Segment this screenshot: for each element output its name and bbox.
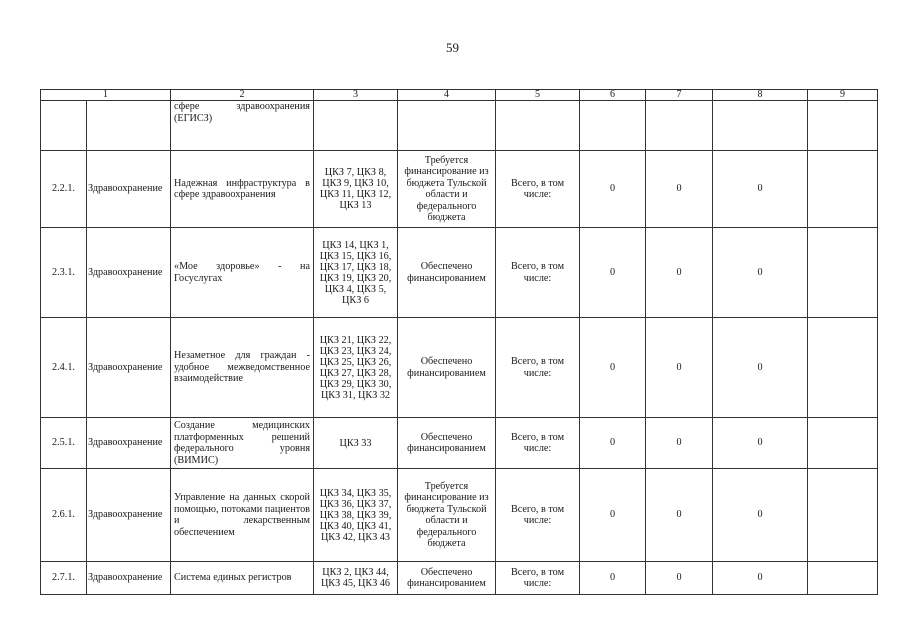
column-header: 5 xyxy=(496,90,580,101)
section-cell: Здравоохранение xyxy=(87,469,171,562)
total-cell: Всего, в том числе: xyxy=(496,418,580,469)
financing-cell: Требуется финансирование из бюджета Тульской области и федерального бюджета xyxy=(398,151,496,228)
value-cell-8: 0 xyxy=(713,418,808,469)
page-number: 59 xyxy=(446,40,459,55)
row-number: 2.5.1. xyxy=(41,418,87,469)
row-number: 2.3.1. xyxy=(41,228,87,318)
financing-cell: Обеспечено финансированием xyxy=(398,562,496,595)
financing-cell: Обеспечено финансированием xyxy=(398,418,496,469)
total-cell: Всего, в том числе: xyxy=(496,318,580,418)
activity-name-cell: сфере здравоохранения (ЕГИСЗ) xyxy=(171,101,314,151)
row-number: 2.6.1. xyxy=(41,469,87,562)
table-row xyxy=(41,562,878,595)
value-cell-7: 0 xyxy=(646,151,713,228)
value-cell-6: 0 xyxy=(580,151,646,228)
table-row xyxy=(41,228,878,318)
section-cell: Здравоохранение xyxy=(87,418,171,469)
value-cell-9 xyxy=(808,418,878,469)
value-cell-6: 0 xyxy=(580,228,646,318)
section-cell: Здравоохранение xyxy=(87,228,171,318)
indicator-codes-cell xyxy=(314,101,398,151)
row-number xyxy=(41,101,87,151)
financing-cell: Требуется финансирование из бюджета Тульской области и федерального бюджета xyxy=(398,469,496,562)
data-table xyxy=(40,89,878,595)
activity-name-cell: Система единых регистров xyxy=(171,562,314,595)
activity-name-cell: Создание медицинских платформенных решений федерального уровня (ВИМИС) xyxy=(171,418,314,469)
indicator-codes-cell: ЦКЗ 2, ЦКЗ 44, ЦКЗ 45, ЦКЗ 46 xyxy=(314,562,398,595)
value-cell-9 xyxy=(808,562,878,595)
indicator-codes-cell: ЦКЗ 34, ЦКЗ 35, ЦКЗ 36, ЦКЗ 37, ЦКЗ 38, ЦКЗ 39, ЦКЗ 40, ЦКЗ 41, ЦКЗ 42, ЦКЗ 43 xyxy=(314,469,398,562)
activity-name-cell: «Мое здоровье» - на Госуслугах xyxy=(171,228,314,318)
value-cell-7: 0 xyxy=(646,318,713,418)
financing-cell xyxy=(398,101,496,151)
value-cell-7: 0 xyxy=(646,469,713,562)
value-cell-6: 0 xyxy=(580,562,646,595)
value-cell-9 xyxy=(808,318,878,418)
value-cell-8: 0 xyxy=(713,151,808,228)
table-row xyxy=(41,418,878,469)
indicator-codes-cell: ЦКЗ 14, ЦКЗ 1, ЦКЗ 15, ЦКЗ 16, ЦКЗ 17, ЦКЗ 18, ЦКЗ 19, ЦКЗ 20, ЦКЗ 4, ЦКЗ 5, ЦКЗ 6 xyxy=(314,228,398,318)
table-row xyxy=(41,101,878,151)
section-cell: Здравоохранение xyxy=(87,151,171,228)
column-header: 7 xyxy=(646,90,713,101)
value-cell-8: 0 xyxy=(713,228,808,318)
total-cell xyxy=(496,101,580,151)
header-row xyxy=(41,90,878,101)
column-header: 6 xyxy=(580,90,646,101)
value-cell-8: 0 xyxy=(713,318,808,418)
value-cell-6: 0 xyxy=(580,318,646,418)
section-cell xyxy=(87,101,171,151)
row-number: 2.4.1. xyxy=(41,318,87,418)
table-row xyxy=(41,151,878,228)
value-cell-7: 0 xyxy=(646,228,713,318)
row-number: 2.7.1. xyxy=(41,562,87,595)
column-header: 4 xyxy=(398,90,496,101)
row-number: 2.2.1. xyxy=(41,151,87,228)
total-cell: Всего, в том числе: xyxy=(496,469,580,562)
column-header: 9 xyxy=(808,90,878,101)
value-cell-8 xyxy=(713,101,808,151)
column-header: 2 xyxy=(171,90,314,101)
indicator-codes-cell: ЦКЗ 7, ЦКЗ 8, ЦКЗ 9, ЦКЗ 10, ЦКЗ 11, ЦКЗ 12, ЦКЗ 13 xyxy=(314,151,398,228)
value-cell-7: 0 xyxy=(646,418,713,469)
activity-name-cell: Надежная инфраструктура в сфере здравоохранения xyxy=(171,151,314,228)
value-cell-6 xyxy=(580,101,646,151)
indicator-codes-cell: ЦКЗ 33 xyxy=(314,418,398,469)
section-cell: Здравоохранение xyxy=(87,318,171,418)
activity-name-cell: Управление на данных скорой помощью, потоками пациентов и лекарственным обеспечением xyxy=(171,469,314,562)
financing-cell: Обеспечено финансированием xyxy=(398,318,496,418)
value-cell-7 xyxy=(646,101,713,151)
table-row xyxy=(41,469,878,562)
column-header: 3 xyxy=(314,90,398,101)
indicator-codes-cell: ЦКЗ 21, ЦКЗ 22, ЦКЗ 23, ЦКЗ 24, ЦКЗ 25, ЦКЗ 26, ЦКЗ 27, ЦКЗ 28, ЦКЗ 29, ЦКЗ 30, ЦКЗ 31, ЦКЗ 32 xyxy=(314,318,398,418)
table-body xyxy=(41,101,878,595)
value-cell-9 xyxy=(808,469,878,562)
value-cell-9 xyxy=(808,228,878,318)
value-cell-8: 0 xyxy=(713,469,808,562)
value-cell-9 xyxy=(808,151,878,228)
value-cell-6: 0 xyxy=(580,418,646,469)
column-header: 1 xyxy=(41,90,171,101)
value-cell-6: 0 xyxy=(580,469,646,562)
value-cell-7: 0 xyxy=(646,562,713,595)
column-header: 8 xyxy=(713,90,808,101)
value-cell-8: 0 xyxy=(713,562,808,595)
financing-cell: Обеспечено финансированием xyxy=(398,228,496,318)
total-cell: Всего, в том числе: xyxy=(496,228,580,318)
table-row xyxy=(41,318,878,418)
total-cell: Всего, в том числе: xyxy=(496,562,580,595)
total-cell: Всего, в том числе: xyxy=(496,151,580,228)
value-cell-9 xyxy=(808,101,878,151)
section-cell: Здравоохранение xyxy=(87,562,171,595)
activity-name-cell: Незаметное для граждан - удобное межведомственное взаимодействие xyxy=(171,318,314,418)
